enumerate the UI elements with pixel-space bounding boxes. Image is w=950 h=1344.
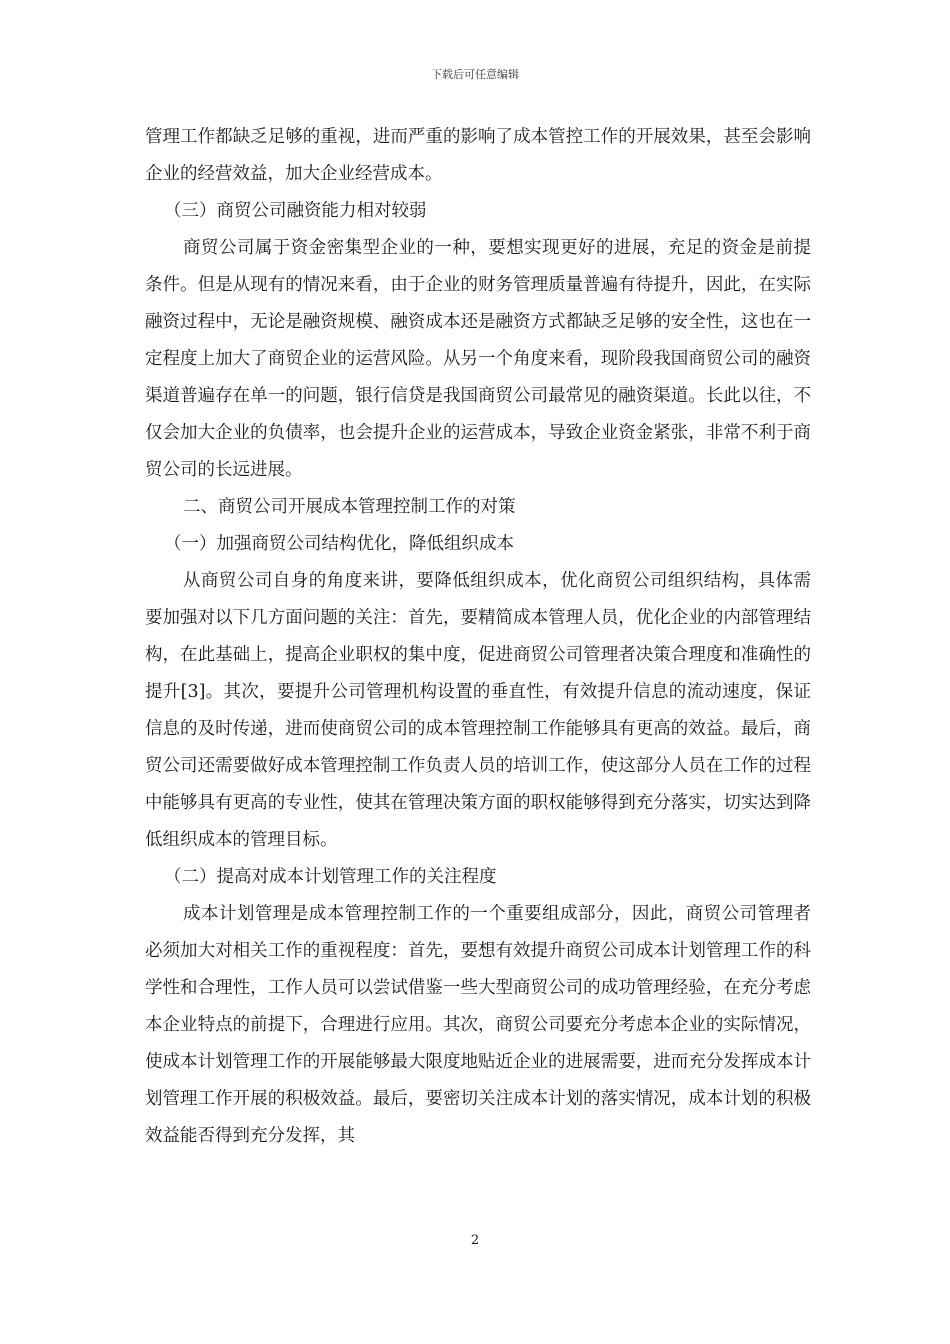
body-paragraph: 商贸公司属于资金密集型企业的一种，要想实现更好的进展，充足的资金是前提条件。但是从现有的情况来看，由于企业的财务管理质量普遍有待提升，因此，在实际融资过程中，无论是融资规模、融资成本还是融资方式都缺乏足够的安全性，这也在一定程度上加大了商贸企业的运营风险。从另一个角度来看，现阶段我国商贸公司的融资渠道普遍存在单一的问题，银行信贷是我国商贸公司最常见的融资渠道。长此以往，不仅会加大企业的负债率，也会提升企业的运营成本，导致企业资金紧张，非常不利于商贸公司的长远进展。 bbox=[145, 238, 811, 480]
page-header: 下载后可任意编辑 bbox=[431, 68, 519, 81]
document-body bbox=[145, 119, 811, 1155]
body-paragraph: 从商贸公司自身的角度来讲，要降低组织成本，优化商贸公司组织结构，具体需要加强对以下几方面问题的关注：首先，要精简成本管理人员，优化企业的内部管理结构，在此基础上，提高企业职权的集中度，促进商贸公司管理者决策合理度和准确性的提升[3]。其次，要提升公司管理机构设置的垂直性，有效提升信息的流动速度，保证信息的及时传递，进而使商贸公司的成本管理控制工作能够具有更高的效益。最后，商贸公司还需要做好成本管理控制工作负责人员的培训工作，使这部分人员在工作的过程中能够具有更高的专业性，使其在管理决策方面的职权能够得到充分落实，切实达到降低组织成本的管理目标。 bbox=[145, 571, 811, 850]
page-number: 2 bbox=[470, 1233, 480, 1248]
body-paragraph: 管理工作都缺乏足够的重视，进而严重的影响了成本管控工作的开展效果，甚至会影响企业的经营效益，加大企业经营成本。 bbox=[145, 127, 811, 184]
chapter-heading: 二、商贸公司开展成本管理控制工作的对策 bbox=[183, 497, 516, 517]
body-paragraph: 成本计划管理是成本管理控制工作的一个重要组成部分，因此，商贸公司管理者必须加大对相关工作的重视程度：首先，要想有效提升商贸公司成本计划管理工作的科学性和合理性，工作人员可以尝试借鉴一些大型商贸公司的成功管理经验，在充分考虑本企业特点的前提下，合理进行应用。其次，商贸公司要充分考虑本企业的实际情况，使成本计划管理工作的开展能够最大限度地贴近企业的进展需要，进而充分发挥成本计划管理工作开展的积极效益。最后，要密切关注成本计划的落实情况，成本计划的积极效益能否得到充分发挥，其 bbox=[145, 904, 811, 1146]
section-heading: （三）商贸公司融资能力相对较弱 bbox=[164, 201, 427, 221]
section-heading: （二）提高对成本计划管理工作的关注程度 bbox=[164, 867, 497, 887]
section-heading: （一）加强商贸公司结构优化，降低组织成本 bbox=[164, 534, 514, 554]
